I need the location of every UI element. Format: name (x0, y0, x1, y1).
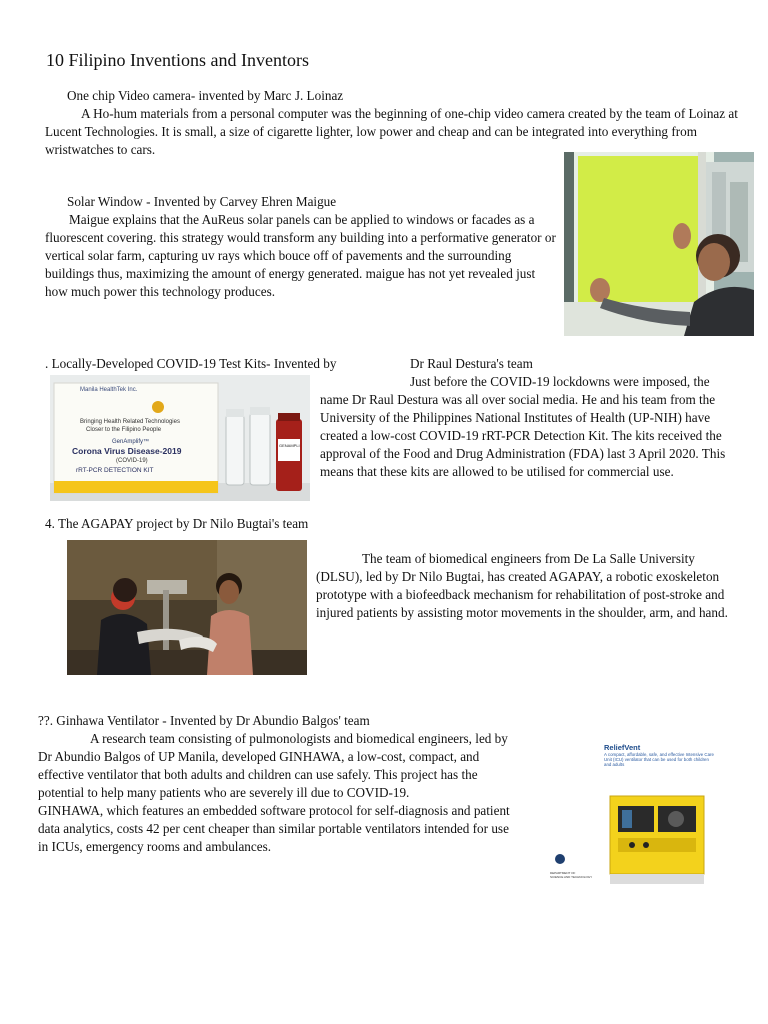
kit-brand: Manila HealthTek Inc. (80, 387, 138, 393)
section-heading-ginhawa: ??. Ginhawa Ventilator - Invented by Dr Abundio Balgos' team (38, 713, 370, 728)
kit-tagline-1: Bringing Health Related Technologies (80, 419, 180, 425)
section-body-agapay: The team of biomedical engineers from De La Salle University (DLSU), led by Dr Nilo Bugtai, has created AGAPAY, a robotic exoskeleton prototype with a biofeedback mechanism for rehabilitation of post-stroke and injured patients by assisting motor movements in the shoulder, arm, and hand. (316, 551, 728, 620)
section-body-solar-window: Maigue explains that the AuReus solar panels can be applied to windows or facades as a fluorescent covering. this strategy would transform any building into a performative generator or vertical solar farm, capturing uv rays which bouce off of pavements and the surrounding buildings thus, maximizing the amount of energy generated. maigue has not yet revealed just how much power this technology produces. (45, 212, 556, 299)
kit-type: rRT-PCR DETECTION KIT (76, 467, 154, 474)
section-body-video-camera: A Ho-hum materials from a personal computer was the beginning of one-chip video camera created by the team of Loinaz at Lucent Technologies. It is small, a size of cigarette lighter, low power and cheap and can be integrated into everything from wristwatches to cars. (45, 106, 738, 157)
section-heading-video-camera: One chip Video camera- invented by Marc J. Loinaz (67, 88, 344, 103)
section-heading-test-kits-team: Dr Raul Destura's team (410, 356, 533, 371)
kit-product: GenAmplify™ (112, 439, 150, 445)
section-body-test-kits: Just before the COVID-19 lockdowns were imposed, the name Dr Raul Destura was all over social media. He and his team from the University of the Philippines National Institutes of Health (UP-NIH) have created a low-cost COVID-19 rRT-PCR Detection Kit. The kits received the approval of the Food and Drug Administration (FDA) last 3 April 2020. This means that these kits are allowed to be utilised for commercial use. (320, 374, 726, 479)
section-body-ginhawa-2: GINHAWA, which features an embedded software protocol for self-diagnosis and patient data analytics, costs 42 per cent cheaper than similar portable ventilators intended for use in ICUs, emergency rooms and ambulances. (38, 803, 510, 854)
ventilator-photo (548, 738, 754, 886)
document-title: 10 Filipino Inventions and Inventors (46, 50, 309, 70)
covid-test-kit-photo (50, 375, 310, 501)
bottle-label: GENAMPLI (279, 443, 300, 448)
dost-logo-icon (555, 854, 565, 864)
section-heading-agapay: 4. The AGAPAY project by Dr Nilo Bugtai's team (45, 516, 309, 531)
section-body-ginhawa: A research team consisting of pulmonologists and biomedical engineers, led by Dr Abundio Balgos of UP Manila, developed GINHAWA, a low-cost, compact, and effective ventilator that both adults and children can use safely. This project has the potential to help many patients who are severely ill due to COVID-19. GINHAWA, which features an embedded software protocol for self-diagnosis and patient data analytics, costs 42 per cent cheaper than similar portable ventilators intended for use in ICUs, emergency rooms and ambulances. (38, 731, 510, 854)
kit-disease: Corona Virus Disease-2019 (72, 446, 182, 456)
kit-disease-code: (COVID-19) (116, 458, 148, 464)
dept-line-1: DEPARTMENT OF (550, 871, 576, 875)
dept-line-2: SCIENCE AND TECHNOLOGY (550, 875, 593, 879)
kit-tagline-2: Closer to the Filipino People (86, 427, 162, 433)
solar-window-photo (564, 152, 754, 336)
section-heading-solar-window: Solar Window - Invented by Carvey Ehren Maigue (67, 194, 337, 209)
ventilator-name: ReliefVent (604, 743, 641, 752)
agapay-photo (67, 540, 307, 675)
section-heading-test-kits: . Locally-Developed COVID-19 Test Kits- Invented by (45, 356, 337, 371)
ventilator-bullet: A compact, affordable, safe, and effective Intensive Care Unit (ICU) ventilator that can be used for both children and adults (604, 752, 714, 768)
